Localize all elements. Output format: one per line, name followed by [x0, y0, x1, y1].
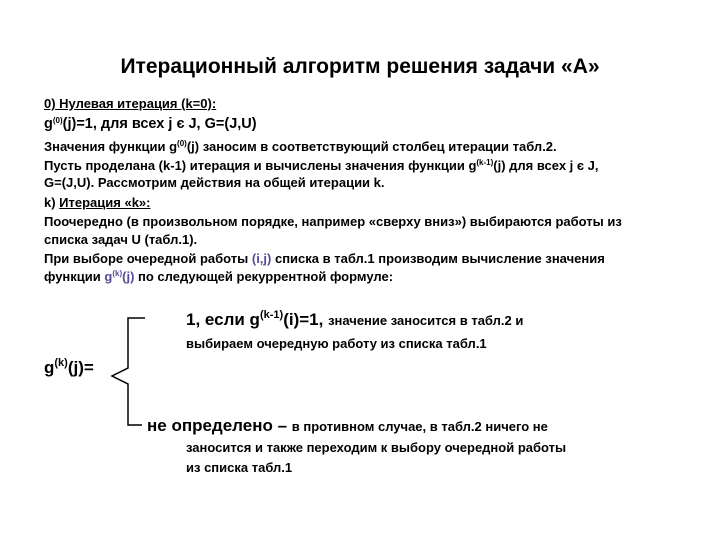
k-label: k)	[44, 195, 60, 210]
case2-label: не определено –	[147, 416, 292, 435]
formula-case-1	[186, 310, 523, 330]
text-part: Значения функции g	[44, 139, 178, 154]
case1-condition-end: (i)=1,	[283, 310, 329, 329]
paragraph-line-5: G=(J,U). Рассмотрим действия на общей итерации k.	[44, 175, 385, 190]
text-part: (j) для всех j є J,	[493, 158, 599, 173]
highlight-text: (j)	[122, 269, 135, 284]
text-part: При выборе очередной работы	[44, 251, 252, 266]
text-sup: (k-1)	[476, 158, 494, 167]
formula-case-2-continuation-2: из списка табл.1	[186, 460, 293, 475]
formula-sup: (0)	[52, 116, 63, 125]
formula-g: g	[44, 116, 53, 132]
lhs-sup: (k)	[54, 357, 68, 369]
text-part: по следующей рекуррентной формуле:	[134, 269, 394, 284]
case1-action: значение заносится в табл.2 и	[328, 313, 524, 328]
case2-condition: в противном случае,	[291, 419, 430, 434]
formula-case-2	[147, 416, 548, 436]
paragraph-line-7: Поочередно (в произвольном порядке, например «сверху вниз») выбираются работы из	[44, 214, 622, 229]
lhs-rest: (j)=	[67, 358, 94, 377]
case1-sup: (k-1)	[259, 309, 284, 321]
highlight-text: (i,j)	[251, 251, 272, 266]
text-part: списка в табл.1 производим вычисление значения	[271, 251, 605, 266]
highlight-sup: (k)	[112, 269, 123, 278]
k-iteration-label: Итерация «k»:	[59, 195, 151, 210]
case1-condition: 1, если g	[186, 310, 260, 329]
paragraph-line-8: списка задач U (табл.1).	[44, 232, 198, 247]
formula-rest: (j)=1, для всех j є J, G=(J,U)	[62, 116, 257, 132]
highlight-text: g	[104, 269, 113, 284]
zero-iteration-label: 0) Нулевая итерация (k=0):	[44, 96, 217, 111]
case2-action: в табл.2 ничего не	[429, 419, 548, 434]
text-sup: (0)	[177, 139, 187, 148]
text-part: Пусть проделана (k-1) итерация и вычислены значения функции g	[44, 158, 477, 173]
text-part: функции	[44, 269, 105, 284]
lhs-g: g	[44, 358, 55, 377]
formula-case-2-continuation: заносится и также переходим к выбору очередной работы	[186, 440, 567, 455]
formula-lhs	[44, 358, 94, 378]
text-part: (j) заносим в соответствующий столбец итерации табл.2.	[186, 139, 557, 154]
formula-case-1-continuation: выбираем очередную работу из списка табл.1	[186, 336, 487, 351]
slide-title: Итерационный алгоритм решения задачи «А»	[120, 55, 600, 78]
